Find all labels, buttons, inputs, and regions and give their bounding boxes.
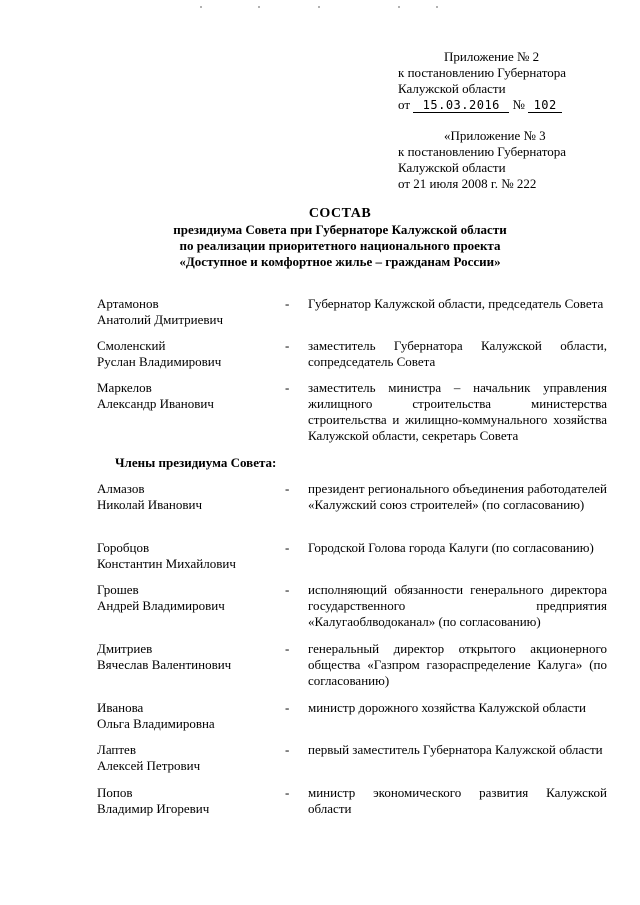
member-name: [97, 641, 282, 673]
member-role: заместитель министра – начальник управления жилищного строительства министерства строительства и жилищно-коммунального хозяйства Калужской области, секретарь Совета: [308, 380, 607, 443]
title-main: СОСТАВ: [308, 206, 372, 221]
appendix-current-line3: Калужской области: [398, 81, 506, 96]
appendix-previous-line4: от 21 июля 2008 г. № 222: [398, 176, 537, 191]
member-role: министр экономического развития Калужской области: [308, 785, 607, 816]
member-dash: -: [285, 380, 290, 395]
member-dash: -: [285, 540, 290, 555]
member-role: первый заместитель Губернатора Калужской области: [308, 742, 603, 757]
scan-dot: [436, 6, 438, 8]
member-dash: -: [285, 296, 290, 311]
member-name: [97, 785, 282, 817]
appendix-current-line2: к постановлению Губернатора: [398, 65, 567, 80]
member-role: президент регионального объединения работодателей «Калужский союз строителей» (по согласованию): [308, 481, 607, 512]
member-surname: Лаптев: [97, 742, 136, 757]
member-given: Анатолий Дмитриевич: [97, 312, 224, 327]
members-heading: Члены президиума Совета:: [115, 455, 277, 470]
member-dash: -: [285, 481, 290, 496]
member-given: Андрей Владимирович: [97, 598, 225, 613]
member-role: исполняющий обязанности генерального директора государственного предприятия «Калугаоблводоканал» (по согласованию): [308, 582, 607, 629]
appendix-current-header: [398, 49, 566, 113]
member-given: Ольга Владимировна: [97, 716, 215, 731]
member-dash: -: [285, 742, 290, 757]
member-surname: Алмазов: [97, 481, 145, 496]
member-given: Николай Иванович: [97, 497, 203, 512]
member-name: [97, 742, 282, 774]
scan-dot: [318, 6, 320, 8]
member-name: [97, 296, 282, 328]
member-dash: -: [285, 641, 290, 656]
member-role: министр дорожного хозяйства Калужской области: [308, 700, 586, 715]
member-name: [97, 481, 282, 513]
date-prefix: от: [398, 97, 411, 112]
appendix-current-date-line: [398, 97, 566, 113]
scan-dot: [398, 6, 400, 8]
member-name: [97, 380, 282, 412]
member-dash: -: [285, 700, 290, 715]
appendix-current-line1: Приложение № 2: [444, 49, 540, 64]
member-given: Алексей Петрович: [97, 758, 201, 773]
member-surname: Смоленский: [97, 338, 166, 353]
member-surname: Маркелов: [97, 380, 152, 395]
member-role: Городской Голова города Калуги (по согласованию): [308, 540, 594, 555]
member-name: [97, 338, 282, 370]
member-role: Губернатор Калужской области, председатель Совета: [308, 296, 604, 311]
member-role: заместитель Губернатора Калужской области, сопредседатель Совета: [308, 338, 607, 369]
document-title: [140, 206, 540, 270]
member-given: Вячеслав Валентинович: [97, 657, 232, 672]
scan-dot: [258, 6, 260, 8]
appendix-previous-line2: к постановлению Губернатора: [398, 144, 567, 159]
appendix-previous-line1: «Приложение № 3: [444, 128, 546, 143]
member-dash: -: [285, 785, 290, 800]
number-prefix: №: [512, 97, 525, 112]
title-line4: «Доступное и комфортное жилье – гражданам России»: [179, 254, 501, 269]
member-surname: Грошев: [97, 582, 139, 597]
title-line3: по реализации приоритетного национального проекта: [179, 238, 501, 253]
member-given: Константин Михайлович: [97, 556, 236, 571]
member-dash: -: [285, 338, 290, 353]
member-role: генеральный директор открытого акционерного общества «Газпром газораспределение Калуга» (по согласованию): [308, 641, 607, 688]
member-surname: Дмитриев: [97, 641, 153, 656]
member-surname: Горобцов: [97, 540, 150, 555]
member-name: [97, 582, 282, 614]
member-name: [97, 540, 282, 572]
member-surname: Артамонов: [97, 296, 159, 311]
member-name: [97, 700, 282, 732]
member-given: Владимир Игоревич: [97, 801, 210, 816]
member-surname: Иванова: [97, 700, 144, 715]
appendix-previous-line3: Калужской области: [398, 160, 506, 175]
scan-artifacts: [0, 0, 640, 12]
member-given: Руслан Владимирович: [97, 354, 222, 369]
number-field: 102: [528, 99, 562, 113]
date-field: 15.03.2016: [413, 99, 509, 113]
member-dash: -: [285, 582, 290, 597]
member-given: Александр Иванович: [97, 396, 214, 411]
appendix-previous-header: [398, 128, 566, 192]
scan-dot: [200, 6, 202, 8]
title-line2: президиума Совета при Губернаторе Калужской области: [173, 222, 507, 237]
member-surname: Попов: [97, 785, 133, 800]
